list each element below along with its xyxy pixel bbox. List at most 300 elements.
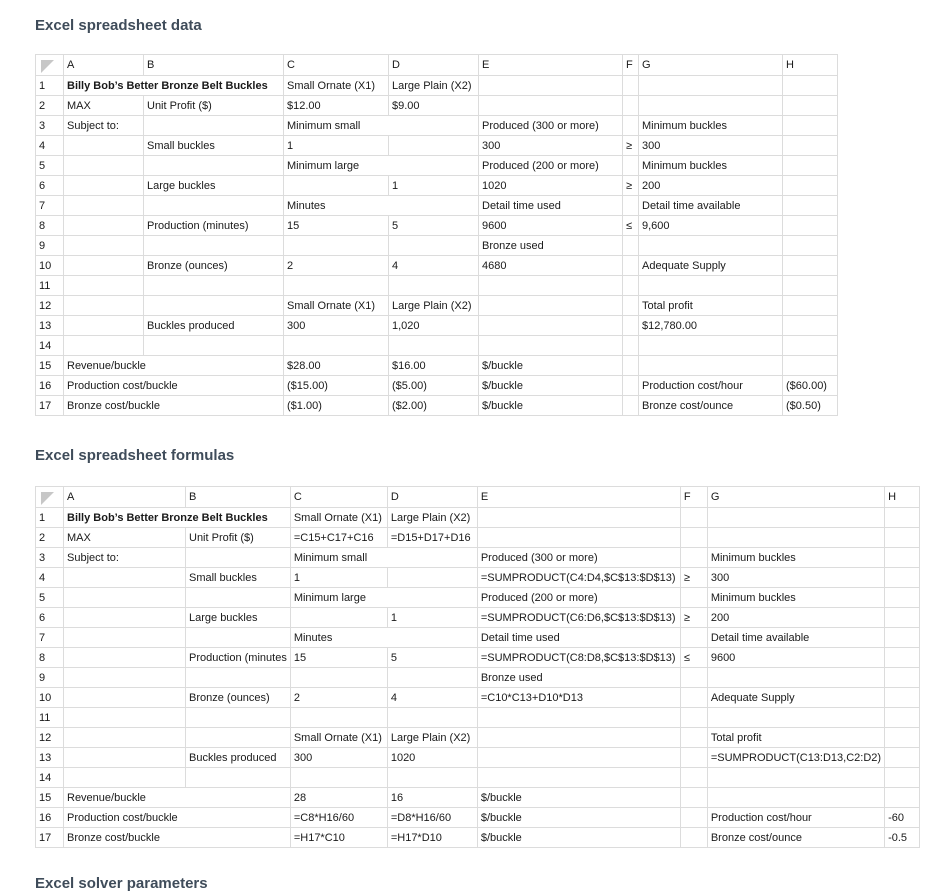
data-sheet-col-header-G[interactable]: G — [639, 55, 783, 76]
data-sheet-select-all-corner[interactable] — [36, 55, 64, 76]
formulas-sheet-cell-E10[interactable]: =C10*C13+D10*D13 — [477, 688, 680, 708]
data-sheet-row-header-15[interactable]: 15 — [36, 356, 64, 376]
formulas-sheet-cell-A15[interactable]: Revenue/buckle — [64, 788, 291, 808]
formulas-sheet-cell-F2[interactable] — [680, 528, 707, 548]
formulas-sheet-cell-F17[interactable] — [680, 828, 707, 848]
formulas-sheet-cell-H9[interactable] — [885, 668, 920, 688]
data-sheet-cell-G9[interactable] — [639, 236, 783, 256]
formulas-sheet-cell-G8[interactable]: 9600 — [707, 648, 884, 668]
formulas-sheet-cell-F5[interactable] — [680, 588, 707, 608]
formulas-sheet-cell-F1[interactable] — [680, 508, 707, 528]
data-sheet-cell-C5[interactable]: Minimum large — [284, 156, 479, 176]
data-sheet-cell-D10[interactable]: 4 — [389, 256, 479, 276]
formulas-sheet-cell-E4[interactable]: =SUMPRODUCT(C4:D4,$C$13:$D$13) — [477, 568, 680, 588]
data-sheet-cell-B13[interactable]: Buckles produced — [144, 316, 284, 336]
data-sheet-cell-H1[interactable] — [783, 76, 838, 96]
data-sheet-cell-F16[interactable] — [623, 376, 639, 396]
data-sheet-cell-H16[interactable]: ($60.00) — [783, 376, 838, 396]
formulas-sheet-cell-E16[interactable]: $/buckle — [477, 808, 680, 828]
formulas-sheet-cell-H13[interactable] — [885, 748, 920, 768]
formulas-sheet-cell-A9[interactable] — [64, 668, 186, 688]
formulas-sheet-cell-E12[interactable] — [477, 728, 680, 748]
formulas-sheet-cell-H7[interactable] — [885, 628, 920, 648]
formulas-sheet-cell-A8[interactable] — [64, 648, 186, 668]
data-sheet-cell-B5[interactable] — [144, 156, 284, 176]
data-sheet-cell-C1[interactable]: Small Ornate (X1) — [284, 76, 389, 96]
formulas-sheet-row-header-12[interactable]: 12 — [36, 728, 64, 748]
formulas-sheet-cell-D6[interactable]: 1 — [387, 608, 477, 628]
data-sheet-col-header-F[interactable]: F — [623, 55, 639, 76]
formulas-sheet-cell-H6[interactable] — [885, 608, 920, 628]
data-sheet-cell-E7[interactable]: Detail time used — [479, 196, 623, 216]
formulas-sheet-cell-G12[interactable]: Total profit — [707, 728, 884, 748]
formulas-sheet-cell-G17[interactable]: Bronze cost/ounce — [707, 828, 884, 848]
formulas-sheet-cell-C17[interactable]: =H17*C10 — [290, 828, 387, 848]
data-sheet-cell-H7[interactable] — [783, 196, 838, 216]
formulas-sheet-cell-F12[interactable] — [680, 728, 707, 748]
data-sheet-row-header-17[interactable]: 17 — [36, 396, 64, 416]
data-sheet-cell-D8[interactable]: 5 — [389, 216, 479, 236]
formulas-sheet-cell-A3[interactable]: Subject to: — [64, 548, 186, 568]
formulas-sheet-cell-G4[interactable]: 300 — [707, 568, 884, 588]
formulas-sheet-cell-D16[interactable]: =D8*H16/60 — [387, 808, 477, 828]
formulas-sheet-cell-F16[interactable] — [680, 808, 707, 828]
formulas-sheet-row-header-3[interactable]: 3 — [36, 548, 64, 568]
formulas-sheet-cell-B7[interactable] — [186, 628, 291, 648]
formulas-sheet-cell-C9[interactable] — [290, 668, 387, 688]
formulas-sheet-cell-H4[interactable] — [885, 568, 920, 588]
data-sheet-cell-B14[interactable] — [144, 336, 284, 356]
formulas-sheet-cell-H2[interactable] — [885, 528, 920, 548]
formulas-sheet-cell-B11[interactable] — [186, 708, 291, 728]
data-sheet-cell-A1[interactable]: Billy Bob’s Better Bronze Belt Buckles — [64, 76, 284, 96]
data-sheet-cell-A8[interactable] — [64, 216, 144, 236]
data-sheet-cell-H14[interactable] — [783, 336, 838, 356]
data-sheet-cell-C15[interactable]: $28.00 — [284, 356, 389, 376]
data-sheet-cell-E10[interactable]: 4680 — [479, 256, 623, 276]
data-sheet-cell-H5[interactable] — [783, 156, 838, 176]
formulas-sheet-cell-F4[interactable]: ≥ — [680, 568, 707, 588]
data-sheet-cell-E9[interactable]: Bronze used — [479, 236, 623, 256]
formulas-sheet-cell-A14[interactable] — [64, 768, 186, 788]
data-sheet-cell-D1[interactable]: Large Plain (X2) — [389, 76, 479, 96]
data-sheet-cell-C4[interactable]: 1 — [284, 136, 389, 156]
data-sheet-row-header-10[interactable]: 10 — [36, 256, 64, 276]
data-sheet-cell-C8[interactable]: 15 — [284, 216, 389, 236]
formulas-sheet-row-header-8[interactable]: 8 — [36, 648, 64, 668]
data-sheet-cell-H13[interactable] — [783, 316, 838, 336]
data-sheet-cell-F4[interactable]: ≥ — [623, 136, 639, 156]
formulas-sheet-cell-C2[interactable]: =C15+C17+C16 — [290, 528, 387, 548]
data-sheet-cell-H4[interactable] — [783, 136, 838, 156]
data-sheet-cell-B9[interactable] — [144, 236, 284, 256]
data-sheet-cell-A9[interactable] — [64, 236, 144, 256]
formulas-sheet-cell-B3[interactable] — [186, 548, 291, 568]
data-sheet-cell-A3[interactable]: Subject to: — [64, 116, 144, 136]
data-sheet-cell-A13[interactable] — [64, 316, 144, 336]
formulas-sheet-cell-B5[interactable] — [186, 588, 291, 608]
formulas-sheet-cell-C3[interactable]: Minimum small — [290, 548, 477, 568]
data-sheet-cell-E8[interactable]: 9600 — [479, 216, 623, 236]
data-sheet-cell-G5[interactable]: Minimum buckles — [639, 156, 783, 176]
formulas-sheet-cell-D8[interactable]: 5 — [387, 648, 477, 668]
data-sheet-cell-A16[interactable]: Production cost/buckle — [64, 376, 284, 396]
data-sheet-cell-H2[interactable] — [783, 96, 838, 116]
data-sheet-cell-E1[interactable] — [479, 76, 623, 96]
formulas-sheet-cell-B13[interactable]: Buckles produced — [186, 748, 291, 768]
formulas-sheet-cell-E9[interactable]: Bronze used — [477, 668, 680, 688]
formulas-sheet-cell-D17[interactable]: =H17*D10 — [387, 828, 477, 848]
data-sheet-cell-G11[interactable] — [639, 276, 783, 296]
formulas-sheet-cell-F3[interactable] — [680, 548, 707, 568]
data-sheet-row-header-5[interactable]: 5 — [36, 156, 64, 176]
data-sheet-cell-F5[interactable] — [623, 156, 639, 176]
formulas-sheet-cell-B6[interactable]: Large buckles — [186, 608, 291, 628]
formulas-sheet-cell-E5[interactable]: Produced (200 or more) — [477, 588, 680, 608]
formulas-sheet-cell-C14[interactable] — [290, 768, 387, 788]
formulas-sheet-cell-A17[interactable]: Bronze cost/buckle — [64, 828, 291, 848]
formulas-sheet-cell-A10[interactable] — [64, 688, 186, 708]
formulas-sheet-cell-A1[interactable]: Billy Bob’s Better Bronze Belt Buckles — [64, 508, 291, 528]
data-sheet-cell-A6[interactable] — [64, 176, 144, 196]
formulas-sheet-cell-D11[interactable] — [387, 708, 477, 728]
formulas-sheet-cell-G7[interactable]: Detail time available — [707, 628, 884, 648]
formulas-sheet-col-header-B[interactable]: B — [186, 487, 291, 508]
data-sheet-cell-C16[interactable]: ($15.00) — [284, 376, 389, 396]
data-sheet-cell-E13[interactable] — [479, 316, 623, 336]
formulas-sheet-cell-H1[interactable] — [885, 508, 920, 528]
data-sheet-cell-F2[interactable] — [623, 96, 639, 116]
formulas-sheet-cell-H16[interactable]: -60 — [885, 808, 920, 828]
data-sheet-cell-B8[interactable]: Production (minutes) — [144, 216, 284, 236]
data-sheet-cell-H15[interactable] — [783, 356, 838, 376]
data-sheet-cell-C3[interactable]: Minimum small — [284, 116, 479, 136]
data-sheet-cell-E6[interactable]: 1020 — [479, 176, 623, 196]
data-sheet-cell-E2[interactable] — [479, 96, 623, 116]
formulas-sheet-cell-H15[interactable] — [885, 788, 920, 808]
formulas-sheet-cell-G9[interactable] — [707, 668, 884, 688]
formulas-sheet-row-header-14[interactable]: 14 — [36, 768, 64, 788]
formulas-sheet-cell-E2[interactable] — [477, 528, 680, 548]
data-sheet-cell-F7[interactable] — [623, 196, 639, 216]
formulas-sheet-cell-D15[interactable]: 16 — [387, 788, 477, 808]
data-sheet-cell-F10[interactable] — [623, 256, 639, 276]
data-sheet-cell-F15[interactable] — [623, 356, 639, 376]
formulas-sheet-col-header-H[interactable]: H — [885, 487, 920, 508]
data-sheet-row-header-14[interactable]: 14 — [36, 336, 64, 356]
formulas-sheet-select-all-corner[interactable] — [36, 487, 64, 508]
formulas-sheet-cell-H10[interactable] — [885, 688, 920, 708]
formulas-sheet-cell-H8[interactable] — [885, 648, 920, 668]
formulas-sheet-cell-G13[interactable]: =SUMPRODUCT(C13:D13,C2:D2) — [707, 748, 884, 768]
formulas-sheet-cell-G3[interactable]: Minimum buckles — [707, 548, 884, 568]
formulas-sheet-cell-F9[interactable] — [680, 668, 707, 688]
formulas-sheet-col-header-F[interactable]: F — [680, 487, 707, 508]
formulas-sheet-cell-C5[interactable]: Minimum large — [290, 588, 477, 608]
data-sheet-cell-G2[interactable] — [639, 96, 783, 116]
formulas-sheet-cell-G5[interactable]: Minimum buckles — [707, 588, 884, 608]
formulas-sheet-cell-F6[interactable]: ≥ — [680, 608, 707, 628]
data-sheet-cell-G14[interactable] — [639, 336, 783, 356]
data-sheet-row-header-13[interactable]: 13 — [36, 316, 64, 336]
data-sheet-cell-F14[interactable] — [623, 336, 639, 356]
formulas-sheet-row-header-9[interactable]: 9 — [36, 668, 64, 688]
formulas-sheet-cell-A6[interactable] — [64, 608, 186, 628]
formulas-sheet-row-header-13[interactable]: 13 — [36, 748, 64, 768]
formulas-sheet-cell-D14[interactable] — [387, 768, 477, 788]
data-sheet-cell-H9[interactable] — [783, 236, 838, 256]
data-sheet-row-header-2[interactable]: 2 — [36, 96, 64, 116]
data-sheet-cell-D16[interactable]: ($5.00) — [389, 376, 479, 396]
formulas-sheet-cell-C16[interactable]: =C8*H16/60 — [290, 808, 387, 828]
data-sheet-cell-E3[interactable]: Produced (300 or more) — [479, 116, 623, 136]
data-sheet-cell-F8[interactable]: ≤ — [623, 216, 639, 236]
data-sheet-cell-F6[interactable]: ≥ — [623, 176, 639, 196]
data-sheet-cell-C2[interactable]: $12.00 — [284, 96, 389, 116]
formulas-sheet-row-header-7[interactable]: 7 — [36, 628, 64, 648]
formulas-sheet-cell-H17[interactable]: -0.5 — [885, 828, 920, 848]
data-sheet-cell-F1[interactable] — [623, 76, 639, 96]
formulas-sheet-cell-A16[interactable]: Production cost/buckle — [64, 808, 291, 828]
formulas-sheet-cell-C1[interactable]: Small Ornate (X1) — [290, 508, 387, 528]
data-sheet-row-header-7[interactable]: 7 — [36, 196, 64, 216]
formulas-sheet-row-header-16[interactable]: 16 — [36, 808, 64, 828]
data-sheet-cell-B12[interactable] — [144, 296, 284, 316]
formulas-sheet-row-header-5[interactable]: 5 — [36, 588, 64, 608]
data-sheet-cell-D11[interactable] — [389, 276, 479, 296]
data-sheet-cell-G17[interactable]: Bronze cost/ounce — [639, 396, 783, 416]
data-sheet-cell-E4[interactable]: 300 — [479, 136, 623, 156]
data-sheet-cell-B11[interactable] — [144, 276, 284, 296]
formulas-sheet-cell-F10[interactable] — [680, 688, 707, 708]
data-sheet-cell-A7[interactable] — [64, 196, 144, 216]
data-sheet-cell-B3[interactable] — [144, 116, 284, 136]
data-sheet-cell-B7[interactable] — [144, 196, 284, 216]
data-sheet-col-header-A[interactable]: A — [64, 55, 144, 76]
data-sheet-row-header-4[interactable]: 4 — [36, 136, 64, 156]
formulas-sheet-cell-C10[interactable]: 2 — [290, 688, 387, 708]
formulas-sheet-cell-A5[interactable] — [64, 588, 186, 608]
data-sheet-col-header-D[interactable]: D — [389, 55, 479, 76]
formulas-sheet-row-header-17[interactable]: 17 — [36, 828, 64, 848]
formulas-sheet-row-header-6[interactable]: 6 — [36, 608, 64, 628]
data-sheet-cell-F9[interactable] — [623, 236, 639, 256]
formulas-sheet-cell-F14[interactable] — [680, 768, 707, 788]
data-sheet-row-header-6[interactable]: 6 — [36, 176, 64, 196]
data-sheet-cell-E17[interactable]: $/buckle — [479, 396, 623, 416]
data-sheet-cell-F13[interactable] — [623, 316, 639, 336]
formulas-sheet-row-header-1[interactable]: 1 — [36, 508, 64, 528]
data-sheet-cell-A4[interactable] — [64, 136, 144, 156]
formulas-sheet-cell-B14[interactable] — [186, 768, 291, 788]
formulas-sheet-cell-H12[interactable] — [885, 728, 920, 748]
data-sheet-cell-A2[interactable]: MAX — [64, 96, 144, 116]
formulas-sheet-cell-F13[interactable] — [680, 748, 707, 768]
formulas-sheet-cell-D9[interactable] — [387, 668, 477, 688]
data-sheet-cell-G12[interactable]: Total profit — [639, 296, 783, 316]
formulas-sheet-cell-D10[interactable]: 4 — [387, 688, 477, 708]
data-sheet-cell-A11[interactable] — [64, 276, 144, 296]
data-sheet-col-header-E[interactable]: E — [479, 55, 623, 76]
formulas-sheet-cell-F11[interactable] — [680, 708, 707, 728]
data-sheet-col-header-H[interactable]: H — [783, 55, 838, 76]
formulas-sheet-cell-C13[interactable]: 300 — [290, 748, 387, 768]
data-sheet-cell-A14[interactable] — [64, 336, 144, 356]
data-sheet-cell-E16[interactable]: $/buckle — [479, 376, 623, 396]
formulas-sheet-cell-H14[interactable] — [885, 768, 920, 788]
formulas-sheet-cell-C6[interactable] — [290, 608, 387, 628]
formulas-sheet-col-header-C[interactable]: C — [290, 487, 387, 508]
data-sheet-cell-E11[interactable] — [479, 276, 623, 296]
formulas-sheet-cell-A4[interactable] — [64, 568, 186, 588]
formulas-sheet-cell-C15[interactable]: 28 — [290, 788, 387, 808]
data-sheet-row-header-11[interactable]: 11 — [36, 276, 64, 296]
data-sheet-cell-H3[interactable] — [783, 116, 838, 136]
formulas-sheet-cell-A7[interactable] — [64, 628, 186, 648]
data-sheet-cell-C14[interactable] — [284, 336, 389, 356]
formulas-sheet-cell-E1[interactable] — [477, 508, 680, 528]
formulas-sheet-cell-D13[interactable]: 1020 — [387, 748, 477, 768]
formulas-sheet-cell-E6[interactable]: =SUMPRODUCT(C6:D6,$C$13:$D$13) — [477, 608, 680, 628]
formulas-sheet-cell-C12[interactable]: Small Ornate (X1) — [290, 728, 387, 748]
data-sheet-cell-F12[interactable] — [623, 296, 639, 316]
data-sheet-cell-G1[interactable] — [639, 76, 783, 96]
formulas-sheet-cell-B2[interactable]: Unit Profit ($) — [186, 528, 291, 548]
data-sheet-cell-E12[interactable] — [479, 296, 623, 316]
data-sheet-row-header-16[interactable]: 16 — [36, 376, 64, 396]
data-sheet-cell-G10[interactable]: Adequate Supply — [639, 256, 783, 276]
formulas-sheet-cell-D1[interactable]: Large Plain (X2) — [387, 508, 477, 528]
formulas-sheet-row-header-10[interactable]: 10 — [36, 688, 64, 708]
formulas-sheet-row-header-2[interactable]: 2 — [36, 528, 64, 548]
formulas-sheet-cell-H3[interactable] — [885, 548, 920, 568]
data-sheet-cell-G8[interactable]: 9,600 — [639, 216, 783, 236]
formulas-sheet-cell-D4[interactable] — [387, 568, 477, 588]
data-sheet-cell-E5[interactable]: Produced (200 or more) — [479, 156, 623, 176]
formulas-sheet-cell-E14[interactable] — [477, 768, 680, 788]
formulas-sheet-col-header-D[interactable]: D — [387, 487, 477, 508]
data-sheet-cell-C13[interactable]: 300 — [284, 316, 389, 336]
formulas-sheet-col-header-G[interactable]: G — [707, 487, 884, 508]
data-sheet-row-header-9[interactable]: 9 — [36, 236, 64, 256]
formulas-sheet-cell-B10[interactable]: Bronze (ounces) — [186, 688, 291, 708]
formulas-sheet-cell-B4[interactable]: Small buckles — [186, 568, 291, 588]
formulas-sheet-cell-E13[interactable] — [477, 748, 680, 768]
formulas-sheet-cell-H5[interactable] — [885, 588, 920, 608]
formulas-sheet-cell-B8[interactable]: Production (minutes — [186, 648, 291, 668]
data-sheet-cell-D2[interactable]: $9.00 — [389, 96, 479, 116]
data-sheet-col-header-C[interactable]: C — [284, 55, 389, 76]
formulas-sheet-cell-E7[interactable]: Detail time used — [477, 628, 680, 648]
formulas-sheet-cell-E8[interactable]: =SUMPRODUCT(C8:D8,$C$13:$D$13) — [477, 648, 680, 668]
data-sheet-cell-H11[interactable] — [783, 276, 838, 296]
data-sheet-cell-F3[interactable] — [623, 116, 639, 136]
formulas-sheet-cell-G1[interactable] — [707, 508, 884, 528]
data-sheet-cell-G15[interactable] — [639, 356, 783, 376]
formulas-sheet-cell-G10[interactable]: Adequate Supply — [707, 688, 884, 708]
formulas-sheet-cell-D2[interactable]: =D15+D17+D16 — [387, 528, 477, 548]
formulas-sheet-cell-G15[interactable] — [707, 788, 884, 808]
data-sheet-cell-G3[interactable]: Minimum buckles — [639, 116, 783, 136]
formulas-sheet-cell-B9[interactable] — [186, 668, 291, 688]
data-sheet-cell-G4[interactable]: 300 — [639, 136, 783, 156]
formulas-sheet-row-header-11[interactable]: 11 — [36, 708, 64, 728]
formulas-sheet-cell-H11[interactable] — [885, 708, 920, 728]
data-sheet-cell-D13[interactable]: 1,020 — [389, 316, 479, 336]
formulas-sheet-cell-A13[interactable] — [64, 748, 186, 768]
data-sheet-cell-A15[interactable]: Revenue/buckle — [64, 356, 284, 376]
formulas-sheet-cell-B12[interactable] — [186, 728, 291, 748]
formulas-sheet-col-header-E[interactable]: E — [477, 487, 680, 508]
formulas-sheet-cell-D12[interactable]: Large Plain (X2) — [387, 728, 477, 748]
formulas-sheet-cell-C7[interactable]: Minutes — [290, 628, 477, 648]
data-sheet-cell-D14[interactable] — [389, 336, 479, 356]
formulas-sheet-cell-G2[interactable] — [707, 528, 884, 548]
data-sheet-cell-B10[interactable]: Bronze (ounces) — [144, 256, 284, 276]
formulas-sheet-cell-F15[interactable] — [680, 788, 707, 808]
data-sheet-cell-F17[interactable] — [623, 396, 639, 416]
data-sheet-cell-C12[interactable]: Small Ornate (X1) — [284, 296, 389, 316]
data-sheet-cell-D12[interactable]: Large Plain (X2) — [389, 296, 479, 316]
formulas-sheet-cell-E3[interactable]: Produced (300 or more) — [477, 548, 680, 568]
data-sheet-cell-G16[interactable]: Production cost/hour — [639, 376, 783, 396]
data-sheet-cell-A10[interactable] — [64, 256, 144, 276]
data-sheet-cell-G7[interactable]: Detail time available — [639, 196, 783, 216]
data-sheet-row-header-12[interactable]: 12 — [36, 296, 64, 316]
data-sheet-cell-C10[interactable]: 2 — [284, 256, 389, 276]
formulas-sheet-cell-F8[interactable]: ≤ — [680, 648, 707, 668]
data-sheet-cell-D9[interactable] — [389, 236, 479, 256]
data-sheet-cell-A12[interactable] — [64, 296, 144, 316]
data-sheet-row-header-3[interactable]: 3 — [36, 116, 64, 136]
formulas-sheet-cell-A2[interactable]: MAX — [64, 528, 186, 548]
data-sheet-col-header-B[interactable]: B — [144, 55, 284, 76]
data-sheet-cell-A17[interactable]: Bronze cost/buckle — [64, 396, 284, 416]
data-sheet-cell-D6[interactable]: 1 — [389, 176, 479, 196]
formulas-sheet-cell-E17[interactable]: $/buckle — [477, 828, 680, 848]
data-sheet-cell-B2[interactable]: Unit Profit ($) — [144, 96, 284, 116]
data-sheet-cell-D4[interactable] — [389, 136, 479, 156]
formulas-sheet-cell-A12[interactable] — [64, 728, 186, 748]
formulas-sheet-cell-F7[interactable] — [680, 628, 707, 648]
data-sheet-cell-D17[interactable]: ($2.00) — [389, 396, 479, 416]
formulas-sheet-cell-E15[interactable]: $/buckle — [477, 788, 680, 808]
data-sheet-cell-F11[interactable] — [623, 276, 639, 296]
data-sheet-cell-C17[interactable]: ($1.00) — [284, 396, 389, 416]
formulas-sheet-cell-A11[interactable] — [64, 708, 186, 728]
data-sheet-row-header-8[interactable]: 8 — [36, 216, 64, 236]
data-sheet-cell-H17[interactable]: ($0.50) — [783, 396, 838, 416]
data-sheet-cell-C7[interactable]: Minutes — [284, 196, 479, 216]
formulas-sheet-cell-C8[interactable]: 15 — [290, 648, 387, 668]
data-sheet-cell-E15[interactable]: $/buckle — [479, 356, 623, 376]
data-sheet-cell-E14[interactable] — [479, 336, 623, 356]
formulas-sheet-cell-G6[interactable]: 200 — [707, 608, 884, 628]
data-sheet-cell-C11[interactable] — [284, 276, 389, 296]
data-sheet-cell-A5[interactable] — [64, 156, 144, 176]
formulas-sheet-col-header-A[interactable]: A — [64, 487, 186, 508]
formulas-sheet-row-header-4[interactable]: 4 — [36, 568, 64, 588]
data-sheet-cell-C6[interactable] — [284, 176, 389, 196]
formulas-sheet-cell-E11[interactable] — [477, 708, 680, 728]
formulas-sheet-cell-G14[interactable] — [707, 768, 884, 788]
formulas-sheet-cell-C4[interactable]: 1 — [290, 568, 387, 588]
data-sheet-cell-H8[interactable] — [783, 216, 838, 236]
data-sheet-cell-G6[interactable]: 200 — [639, 176, 783, 196]
data-sheet-cell-D15[interactable]: $16.00 — [389, 356, 479, 376]
data-sheet-cell-H6[interactable] — [783, 176, 838, 196]
formulas-sheet-cell-G11[interactable] — [707, 708, 884, 728]
